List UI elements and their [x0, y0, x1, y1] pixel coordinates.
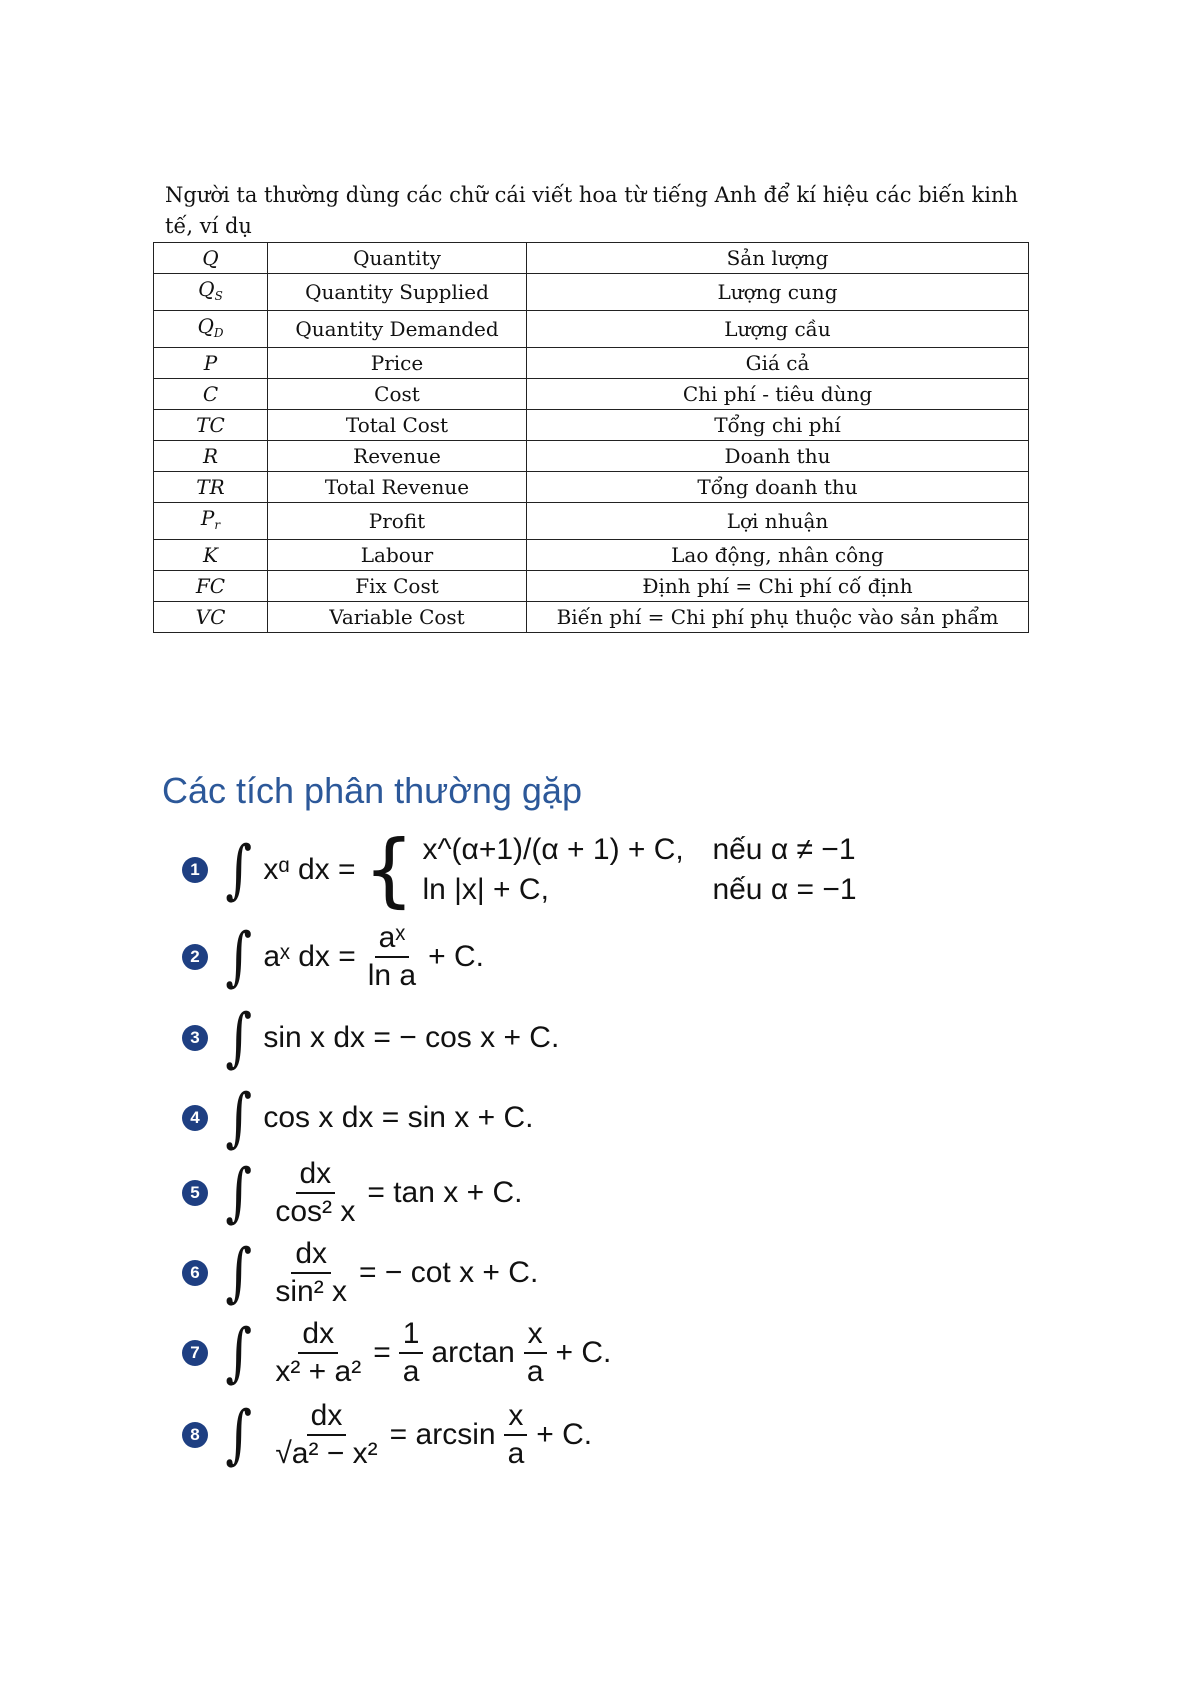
numerator: dx	[307, 1400, 347, 1436]
english-term-cell: Quantity Supplied	[268, 274, 527, 311]
numerator: dx	[298, 1318, 338, 1354]
argument-fraction	[504, 1400, 529, 1469]
argument-fraction	[523, 1318, 548, 1387]
symbol: VC	[195, 605, 226, 629]
formula-4-body: cos x dx = sin x + C.	[263, 1101, 534, 1134]
english-term-cell: Price	[268, 348, 527, 379]
formula-number: 5	[182, 1180, 208, 1206]
formula-number: 1	[182, 857, 208, 883]
vietnamese-term-cell: Biến phí = Chi phí phụ thuộc vào sản phẩm	[527, 602, 1029, 633]
table-row	[154, 602, 1029, 633]
integral-sign: ∫	[225, 1397, 253, 1472]
equals-sign: =	[373, 1335, 391, 1369]
formula-4	[182, 1081, 534, 1155]
symbol: P	[200, 505, 215, 530]
formula-8	[182, 1397, 593, 1472]
formula-1	[182, 823, 857, 916]
symbol-cell	[154, 311, 268, 348]
symbol: C	[202, 382, 219, 406]
integral-sign: ∫	[225, 919, 253, 994]
formula-6	[182, 1235, 539, 1310]
formula-7	[182, 1315, 612, 1390]
formula-6-rhs: = − cot x + C.	[359, 1255, 539, 1289]
formula-8-rhs: + C.	[536, 1417, 593, 1451]
function-name: arctan	[431, 1335, 515, 1369]
numerator: dx	[296, 1158, 336, 1194]
formula-2-lhs: aˣ dx =	[263, 939, 356, 973]
vietnamese-term-cell: Giá cả	[527, 348, 1029, 379]
english-term-cell: Cost	[268, 379, 527, 410]
vietnamese-term-cell: Chi phí - tiêu dùng	[527, 379, 1029, 410]
symbol: TC	[196, 413, 225, 437]
case-1-expression: x^(α+1)/(α + 1) + C,	[422, 833, 684, 866]
brace-icon: {	[363, 823, 415, 916]
english-term-cell: Total Revenue	[268, 472, 527, 503]
table-row	[154, 243, 1029, 274]
denominator: cos² x	[275, 1194, 356, 1228]
formula-5-rhs: = tan x + C.	[367, 1175, 523, 1209]
english-term-cell: Quantity	[268, 243, 527, 274]
english-term-cell: Variable Cost	[268, 602, 527, 633]
symbol-cell	[154, 602, 268, 633]
symbol: Q	[202, 246, 219, 270]
table-row	[154, 472, 1029, 503]
numerator: x	[524, 1318, 547, 1354]
vietnamese-term-cell: Doanh thu	[527, 441, 1029, 472]
case-1-condition: nếu α ≠ −1	[712, 833, 856, 866]
numerator: aˣ	[375, 922, 410, 958]
integral-sign: ∫	[225, 1235, 253, 1310]
symbol-subscript: r	[214, 517, 221, 532]
english-term-cell: Labour	[268, 540, 527, 571]
denominator: sin² x	[275, 1274, 348, 1308]
symbol: P	[203, 351, 218, 375]
formula-8-fraction	[271, 1400, 381, 1469]
denominator: a	[526, 1354, 544, 1388]
english-term-cell: Revenue	[268, 441, 527, 472]
numerator: x	[504, 1400, 527, 1436]
denominator: ln a	[367, 958, 417, 992]
vietnamese-term-cell: Định phí = Chi phí cố định	[527, 571, 1029, 602]
table-row	[154, 379, 1029, 410]
integrals-title: Các tích phân thường gặp	[162, 770, 582, 811]
symbol-cell	[154, 571, 268, 602]
vietnamese-term-cell: Lượng cầu	[527, 311, 1029, 348]
symbol-cell	[154, 540, 268, 571]
formula-2-rhs: + C.	[428, 939, 484, 973]
english-term-cell: Quantity Demanded	[268, 311, 527, 348]
integral-sign: ∫	[225, 833, 253, 907]
vietnamese-term-cell: Tổng chi phí	[527, 410, 1029, 441]
denominator: x² + a²	[275, 1354, 362, 1388]
formula-5	[182, 1155, 523, 1230]
numerator: 1	[399, 1318, 424, 1354]
table-row	[154, 348, 1029, 379]
symbol-cell	[154, 274, 268, 311]
table-row	[154, 503, 1029, 540]
english-term-cell: Fix Cost	[268, 571, 527, 602]
symbol-cell	[154, 348, 268, 379]
formula-number: 4	[182, 1105, 208, 1131]
symbol-subscript: S	[214, 288, 223, 303]
symbol-cell	[154, 243, 268, 274]
formula-3-body: sin x dx = − cos x + C.	[263, 1021, 560, 1054]
vietnamese-term-cell: Lượng cung	[527, 274, 1029, 311]
english-term-cell: Profit	[268, 503, 527, 540]
formula-6-fraction	[271, 1238, 351, 1307]
symbol: Q	[197, 313, 214, 338]
symbol: FC	[195, 574, 226, 598]
formula-2	[182, 919, 484, 994]
symbol-cell	[154, 410, 268, 441]
formula-number: 3	[182, 1025, 208, 1051]
coefficient-fraction	[399, 1318, 424, 1387]
formula-5-fraction	[271, 1158, 359, 1227]
table-row	[154, 410, 1029, 441]
formula-7-rhs: + C.	[555, 1335, 612, 1369]
equals-arcsin: = arcsin	[389, 1417, 496, 1451]
formula-7-fraction	[271, 1318, 365, 1387]
vietnamese-term-cell: Lợi nhuận	[527, 503, 1029, 540]
formula-2-fraction	[364, 922, 420, 991]
case-2-condition: nếu α = −1	[712, 873, 857, 906]
formula-number: 6	[182, 1260, 208, 1286]
formula-number: 2	[182, 944, 208, 970]
table-row	[154, 540, 1029, 571]
formula-number: 8	[182, 1422, 208, 1448]
integral-sign: ∫	[225, 1155, 253, 1230]
vietnamese-term-cell: Sản lượng	[527, 243, 1029, 274]
formula-3	[182, 1001, 560, 1075]
symbol-cell	[154, 379, 268, 410]
symbol-subscript: D	[213, 325, 224, 340]
formula-1-lhs: xᵅ dx =	[263, 853, 356, 886]
symbol-cell	[154, 472, 268, 503]
symbol: R	[202, 444, 219, 468]
integral-sign: ∫	[225, 1315, 253, 1390]
formula-1-cases	[356, 823, 857, 916]
symbol: Q	[198, 276, 215, 301]
table-row	[154, 441, 1029, 472]
symbol-cell	[154, 441, 268, 472]
denominator: √a² − x²	[275, 1436, 378, 1470]
denominator: a	[402, 1354, 420, 1388]
vietnamese-term-cell: Tổng doanh thu	[527, 472, 1029, 503]
case-2-expression: ln |x| + C,	[422, 873, 549, 906]
integral-sign: ∫	[225, 1081, 253, 1155]
symbol: K	[203, 543, 218, 567]
numerator: dx	[291, 1238, 331, 1274]
formula-number: 7	[182, 1340, 208, 1366]
economic-variables-table	[153, 242, 1029, 633]
vietnamese-term-cell: Lao động, nhân công	[527, 540, 1029, 571]
english-term-cell: Total Cost	[268, 410, 527, 441]
symbol: TR	[196, 475, 225, 499]
table-row	[154, 571, 1029, 602]
intro-paragraph: Người ta thường dùng các chữ cái viết hoa từ tiếng Anh để kí hiệu các biến kinh tế, ví dụ	[165, 183, 1019, 238]
table-row	[154, 274, 1029, 311]
symbol-cell	[154, 503, 268, 540]
denominator: a	[507, 1436, 525, 1470]
table-row	[154, 311, 1029, 348]
integral-sign: ∫	[225, 1001, 253, 1075]
